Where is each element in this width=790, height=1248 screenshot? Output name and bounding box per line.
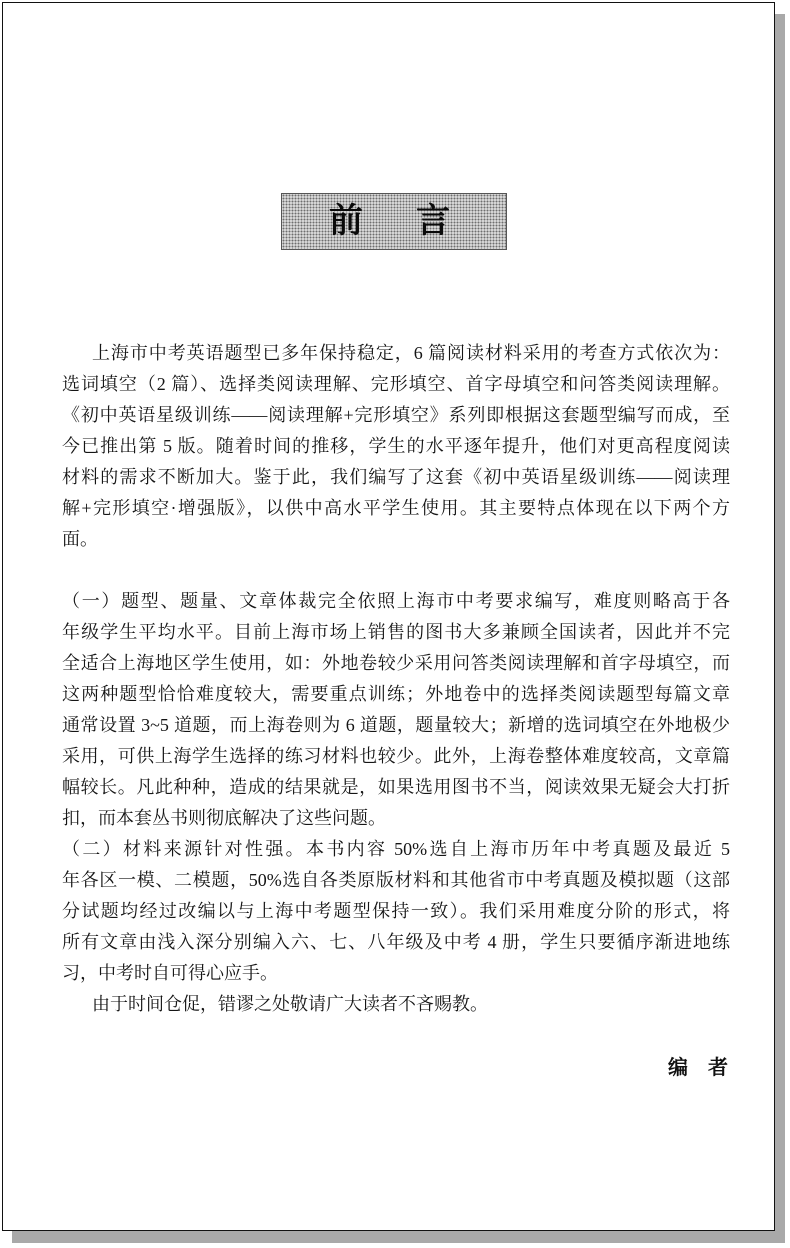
text-line: 选词填空（2 篇）、选择类阅读理解、完形填空、首字母填空和问答类阅读理解。 (62, 374, 730, 394)
text-line: 年各区一模、二模题，50%选自各类原版材料和其他省市中考真题及模拟题（这部 (62, 870, 730, 890)
paragraph-spacer (62, 555, 730, 586)
paragraph-closing (62, 989, 730, 1020)
paragraph-point-two (62, 834, 730, 989)
page-title: 前言 (329, 201, 503, 241)
text-line: 今已推出第 5 版。随着时间的推移，学生的水平逐年提升，他们对更高程度阅读 (62, 436, 730, 456)
text-line: 年级学生平均水平。目前上海市场上销售的图书大多兼顾全国读者，因此并不完 (62, 622, 730, 642)
text-line: 采用，可供上海学生选择的练习材料也较少。此外，上海卷整体难度较高，文章篇 (62, 746, 730, 766)
text-line: 上海市中考英语题型已多年保持稳定，6 篇阅读材料采用的考查方式依次为： (92, 343, 730, 363)
text-line: （一）题型、题量、文章体裁完全依照上海市中考要求编写，难度则略高于各 (62, 591, 730, 611)
text-line: 所有文章由浅入深分别编入六、七、八年级及中考 4 册，学生只要循序渐进地练 (62, 932, 730, 952)
text-line: 材料的需求不断加大。鉴于此，我们编写了这套《初中英语星级训练——阅读理 (62, 467, 730, 487)
text-line: 面。 (62, 529, 98, 549)
preface-body (62, 338, 730, 1020)
text-line: 扣，而本套丛书则彻底解决了这些问题。 (62, 808, 386, 828)
text-line: 这两种题型恰恰难度较大，需要重点训练；外地卷中的选择类阅读题型每篇文章 (62, 684, 730, 704)
text-line: 由于时间仓促，错谬之处敬请广大读者不吝赐教。 (92, 994, 488, 1014)
text-line: （二）材料来源针对性强。本书内容 50%选自上海市历年中考真题及最近 5 (62, 839, 730, 859)
paragraph-intro (62, 338, 730, 555)
text-line: 分试题均经过改编以与上海中考题型保持一致）。我们采用难度分阶的形式，将 (62, 901, 730, 921)
title-box (281, 193, 507, 250)
text-line: 《初中英语星级训练——阅读理解+完形填空》系列即根据这套题型编写而成，至 (62, 405, 730, 425)
text-line: 幅较长。凡此种种，造成的结果就是，如果选用图书不当，阅读效果无疑会大打折 (62, 777, 730, 797)
paragraph-point-one (62, 586, 730, 834)
text-line: 习，中考时自可得心应手。 (62, 963, 278, 983)
text-line: 解+完形填空·增强版》，以供中高水平学生使用。其主要特点体现在以下两个方 (62, 498, 730, 518)
signature: 编者 (668, 1055, 748, 1079)
text-line: 通常设置 3~5 道题，而上海卷则为 6 道题，题量较大；新增的选词填空在外地极少 (62, 715, 730, 735)
text-line: 全适合上海地区学生使用，如：外地卷较少采用问答类阅读理解和首字母填空，而 (62, 653, 730, 673)
